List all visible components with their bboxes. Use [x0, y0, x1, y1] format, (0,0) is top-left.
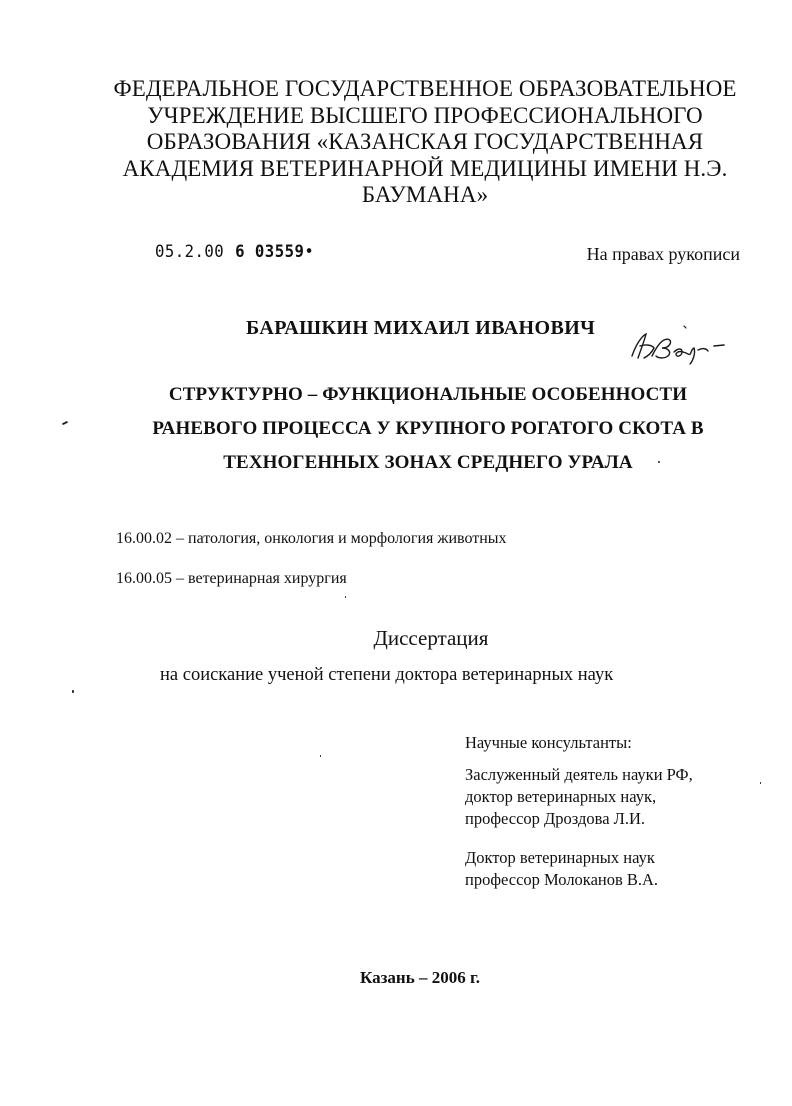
consultant-line: Заслуженный деятель науки РФ, [465, 765, 693, 784]
title-line: РАНЕВОГО ПРОЦЕССА У КРУПНОГО РОГАТОГО СКОТА В [152, 418, 704, 439]
title-line: ТЕХНОГЕННЫХ ЗОНАХ СРЕДНЕГО УРАЛА [223, 452, 633, 473]
consultant-line: профессор Молоканов В.А. [465, 870, 659, 889]
stamp-dot-icon: • [304, 242, 315, 262]
scan-speck [658, 461, 660, 463]
title-line: СТРУКТУРНО – ФУНКЦИОНАЛЬНЫЕ ОСОБЕННОСТИ [168, 384, 688, 405]
signature-icon [626, 318, 736, 368]
institution-line: ФЕДЕРАЛЬНОЕ ГОСУДАРСТВЕННОЕ ОБРАЗОВАТЕЛЬНОЕ [113, 76, 737, 101]
consultant-line: доктор ветеринарных наук, [465, 787, 657, 806]
stamp-code-part2: 6 03559 [235, 242, 305, 262]
degree-line: на соискание ученой степени доктора ветеринарных наук [160, 665, 614, 685]
specialty-line: 16.00.05 – ветеринарная хирургия [116, 570, 347, 587]
consultant-line: профессор Дроздова Л.И. [465, 809, 646, 828]
dissertation-title [60, 378, 792, 480]
institution-name [100, 76, 750, 209]
consultant-line: Доктор ветеринарных наук [465, 848, 655, 867]
manuscript-note: На правах рукописи [586, 244, 740, 264]
stamp-code [155, 242, 314, 262]
consultants-label: Научные консультанты: [465, 733, 632, 752]
scan-speck [72, 690, 74, 693]
city-year: Казань – 2006 г. [360, 968, 481, 987]
scan-speck [320, 755, 321, 757]
author-name: БАРАШКИН МИХАИЛ ИВАНОВИЧ [246, 317, 596, 339]
specialty-line: 16.00.02 – патология, онкология и морфология животных [116, 530, 507, 547]
consultants-spacer [465, 830, 693, 847]
institution-line: БАУМАНА» [361, 182, 489, 207]
institution-line: ОБРАЗОВАНИЯ «КАЗАНСКАЯ ГОСУДАРСТВЕННАЯ [146, 129, 704, 154]
document-type: Диссертация [373, 626, 489, 650]
scan-speck [345, 596, 346, 598]
institution-line: УЧРЕЖДЕНИЕ ВЫСШЕГО ПРОФЕССИОНАЛЬНОГО [147, 102, 703, 128]
stamp-code-part1: 05.2.00 [155, 242, 225, 262]
scan-speck [760, 782, 761, 784]
institution-line: АКАДЕМИЯ ВЕТЕРИНАРНОЙ МЕДИЦИНЫ ИМЕНИ Н.Э. [122, 155, 728, 181]
consultants-block [465, 732, 693, 891]
